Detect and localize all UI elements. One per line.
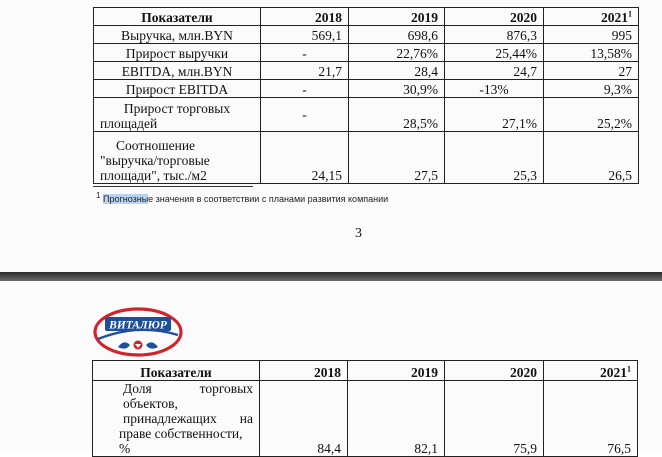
- cell-2018: 24,15: [261, 132, 349, 184]
- table-row: [94, 132, 639, 184]
- ownership-share-table: [92, 360, 638, 457]
- cell-2019: 698,6: [349, 26, 445, 44]
- cell-2021: 27: [544, 62, 639, 80]
- cell-2020: -13%: [445, 80, 544, 98]
- cell-2021: 25,2%: [544, 98, 639, 132]
- cell-2019: 27,5: [349, 132, 445, 184]
- cell-2018: -: [261, 80, 349, 98]
- table-row: [93, 381, 638, 457]
- header-year: 2018: [260, 361, 348, 381]
- cell-2020: 876,3: [445, 26, 544, 44]
- header-year: 2018: [261, 8, 349, 26]
- row-label: Прирост выручки: [94, 44, 261, 62]
- header-year: 2019: [349, 8, 445, 26]
- cell-2019: 22,76%: [349, 44, 445, 62]
- cell-2020: 75,9: [445, 381, 544, 457]
- financial-indicators-table: [93, 7, 639, 184]
- cell-2021: 995: [544, 26, 639, 44]
- header-year: 2020: [445, 8, 544, 26]
- footnote-divider: [93, 186, 253, 187]
- table-row: [94, 98, 639, 132]
- cell-2021: 76,5: [544, 381, 638, 457]
- header-year-forecast: 2021$^1$: [544, 8, 639, 26]
- svg-text:ВИТАЛЮР: ВИТАЛЮР: [109, 319, 167, 332]
- cell-2020: 25,44%: [445, 44, 544, 62]
- header-indicators: Показатели: [94, 8, 261, 26]
- cell-2020: 25,3: [445, 132, 544, 184]
- page-number: 3: [355, 226, 362, 241]
- row-label: EBITDA, млн.BYN: [94, 62, 261, 80]
- footnote: $^1$ Прогнозные значения в соответствии с планами развития компании: [96, 191, 389, 204]
- cell-2021: 13,58%: [544, 44, 639, 62]
- cell-2020: 24,7: [445, 62, 544, 80]
- cell-2021: 9,3%: [544, 80, 639, 98]
- vitalur-logo: [92, 305, 184, 359]
- cell-2019: 82,1: [348, 381, 445, 457]
- header-indicators: Показатели: [93, 361, 260, 381]
- table-header-row: [94, 8, 639, 26]
- cell-2018: -: [261, 98, 349, 132]
- table-row: [94, 80, 639, 98]
- table-row: [94, 44, 639, 62]
- row-label: Выручка, млн.BYN: [94, 26, 261, 44]
- selected-text[interactable]: Прогнозны: [102, 194, 149, 204]
- cell-2019: 30,9%: [349, 80, 445, 98]
- row-label: Прирост EBITDA: [94, 80, 261, 98]
- header-year-forecast: 2021$^1$: [544, 361, 638, 381]
- header-year: 2019: [348, 361, 445, 381]
- row-label: Соотношение "выручка/торговые площади", тыс./м2: [94, 132, 261, 184]
- row-label: Прирост торговых площадей: [94, 98, 261, 132]
- header-year: 2020: [445, 361, 544, 381]
- table-row: [94, 62, 639, 80]
- cell-2021: 26,5: [544, 132, 639, 184]
- cell-2018: 569,1: [261, 26, 349, 44]
- cell-2018: -: [261, 44, 349, 62]
- table-header-row: [93, 361, 638, 381]
- cell-2018: 21,7: [261, 62, 349, 80]
- cell-2019: 28,5%: [349, 98, 445, 132]
- cell-2020: 27,1%: [445, 98, 544, 132]
- row-label: Доля торговых объектов, принадлежащих на праве собственности, %: [93, 381, 260, 457]
- cell-2018: 84,4: [260, 381, 348, 457]
- cell-2019: 28,4: [349, 62, 445, 80]
- table-row: [94, 26, 639, 44]
- page-separator: [0, 272, 662, 281]
